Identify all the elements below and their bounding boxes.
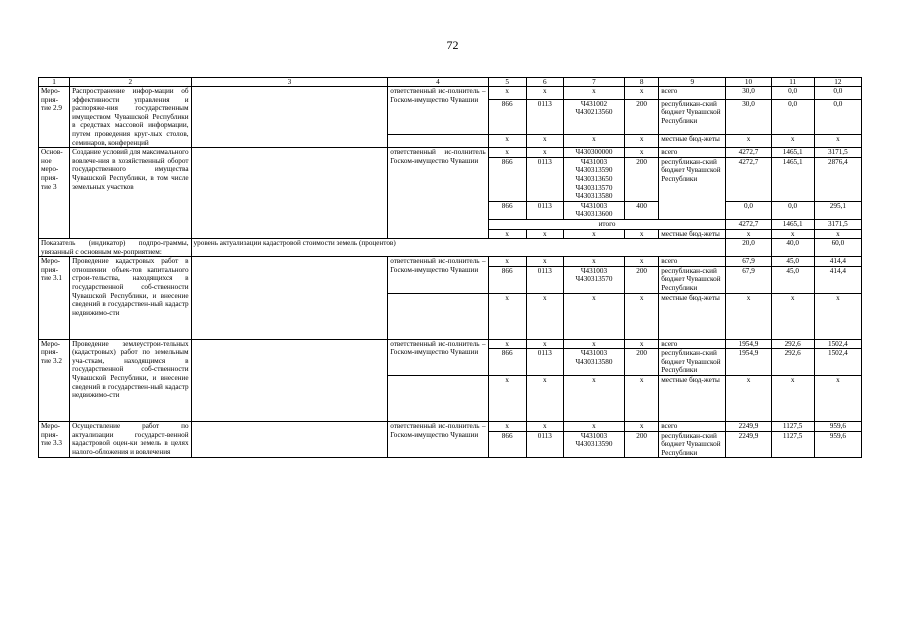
code-cell: x bbox=[526, 148, 563, 158]
value-cell: 40,0 bbox=[771, 239, 814, 257]
code-cell: 400 bbox=[625, 201, 659, 219]
code-cell: x bbox=[563, 376, 624, 422]
empty-cell bbox=[191, 257, 388, 339]
activity-id: Меро-прия-тие 3.1 bbox=[39, 257, 70, 339]
code-cell: x bbox=[625, 87, 659, 100]
value-cell: 45,0 bbox=[771, 266, 814, 293]
code-cell: 0113 bbox=[526, 99, 563, 135]
funding-source: местные бюд-жеты bbox=[659, 229, 726, 239]
executor: ответственный ис-полнитель – Госком-имущество Чувашии bbox=[388, 422, 488, 458]
empty-cell bbox=[191, 148, 388, 239]
activity-name: Осуществление работ по актуализации государст-венной кадастровой оцен-ки земель в целях налого-обложения и вовлечения bbox=[70, 422, 191, 458]
code-cell: x bbox=[488, 376, 526, 422]
code-cell: x bbox=[563, 422, 624, 432]
value-cell: x bbox=[814, 376, 861, 422]
page-number: 72 bbox=[446, 38, 459, 52]
funding-source: всего bbox=[659, 257, 726, 267]
funding-source: республикан-ский бюджет Чувашской Республики bbox=[659, 99, 726, 135]
code-cell: x bbox=[526, 87, 563, 100]
table-row bbox=[39, 148, 862, 158]
code-cell: x bbox=[526, 422, 563, 432]
column-number: 11 bbox=[771, 78, 814, 87]
table-row bbox=[39, 422, 862, 432]
value-cell: x bbox=[771, 376, 814, 422]
table-row bbox=[39, 339, 862, 349]
indicator-label: Показатель (индикатор) подпро-граммы, увязанный с основным ме-роприятием: bbox=[39, 239, 192, 257]
code-cell: 200 bbox=[625, 431, 659, 458]
code-cell: 0113 bbox=[526, 349, 563, 376]
indicator-text: уровень актуализации кадастровой стоимости земель (процентов) bbox=[191, 239, 726, 257]
value-cell: x bbox=[726, 293, 771, 339]
empty-cell bbox=[388, 376, 488, 422]
value-cell: x bbox=[771, 293, 814, 339]
code-cell: 0113 bbox=[526, 201, 563, 219]
value-cell: x bbox=[726, 229, 771, 239]
value-cell: 0,0 bbox=[771, 201, 814, 219]
code-cell: x bbox=[625, 148, 659, 158]
code-cell: x bbox=[488, 339, 526, 349]
code-cell: Ч431003 Ч430313590 Ч430313650 Ч430313570 Ч430313580 bbox=[563, 157, 624, 201]
value-cell: 959,6 bbox=[814, 431, 861, 458]
value-cell: 3171,5 bbox=[814, 219, 861, 229]
code-cell: x bbox=[563, 87, 624, 100]
funding-source: местные бюд-жеты bbox=[659, 376, 726, 422]
code-cell: x bbox=[526, 339, 563, 349]
code-cell: x bbox=[625, 376, 659, 422]
funding-source: местные бюд-жеты bbox=[659, 135, 726, 148]
activity-name: Проведение землеустрои-тельных (кадастровых) работ по земельным уча-сткам, находящимся в государственной соб-ственности Чувашской Республики, и внесение сведений в государствен-ный кадастр недвижимо-сти bbox=[70, 339, 191, 421]
value-cell: x bbox=[726, 376, 771, 422]
column-number: 8 bbox=[625, 78, 659, 87]
value-cell: 45,0 bbox=[771, 257, 814, 267]
value-cell: 414,4 bbox=[814, 266, 861, 293]
executor: ответственный ис-полнитель – Госком-имущество Чувашии bbox=[388, 339, 488, 375]
table-row bbox=[39, 87, 862, 100]
code-cell: x bbox=[488, 135, 526, 148]
activity-id: Меро-прия-тие 2.9 bbox=[39, 87, 70, 148]
value-cell: 0,0 bbox=[771, 87, 814, 100]
value-cell: 60,0 bbox=[814, 239, 861, 257]
code-cell: x bbox=[526, 229, 563, 239]
column-number: 1 bbox=[39, 78, 70, 87]
value-cell: 4272,7 bbox=[726, 157, 771, 201]
code-cell: 866 bbox=[488, 99, 526, 135]
code-cell: x bbox=[526, 376, 563, 422]
value-cell: 1127,5 bbox=[771, 431, 814, 458]
code-cell: Ч431003 Ч430313580 bbox=[563, 349, 624, 376]
code-cell: x bbox=[488, 422, 526, 432]
column-number: 9 bbox=[659, 78, 726, 87]
value-cell: 1502,4 bbox=[814, 349, 861, 376]
empty-cell bbox=[191, 87, 388, 148]
value-cell: 1465,1 bbox=[771, 219, 814, 229]
code-cell: Ч431003 Ч430313570 bbox=[563, 266, 624, 293]
value-cell: 1465,1 bbox=[771, 148, 814, 158]
value-cell: 959,6 bbox=[814, 422, 861, 432]
funding-source: республикан-ский бюджет Чувашской Республики bbox=[659, 349, 726, 376]
column-number: 5 bbox=[488, 78, 526, 87]
value-cell: 292,6 bbox=[771, 339, 814, 349]
empty-cell bbox=[191, 339, 388, 421]
table-row bbox=[39, 257, 862, 267]
itogo-label: итого bbox=[488, 219, 726, 229]
value-cell: x bbox=[814, 135, 861, 148]
value-cell: 295,1 bbox=[814, 201, 861, 219]
funding-source: местные бюд-жеты bbox=[659, 293, 726, 339]
value-cell: 3171,5 bbox=[814, 148, 861, 158]
value-cell: 2876,4 bbox=[814, 157, 861, 201]
code-cell: x bbox=[625, 339, 659, 349]
column-number: 7 bbox=[563, 78, 624, 87]
value-cell: 30,0 bbox=[726, 99, 771, 135]
empty-cell bbox=[388, 293, 488, 339]
code-cell: 200 bbox=[625, 99, 659, 135]
value-cell: 0,0 bbox=[814, 87, 861, 100]
code-cell: x bbox=[526, 257, 563, 267]
value-cell: 2249,9 bbox=[726, 431, 771, 458]
column-number: 12 bbox=[814, 78, 861, 87]
value-cell: 1954,9 bbox=[726, 339, 771, 349]
code-cell: x bbox=[488, 229, 526, 239]
code-cell: Ч430300000 bbox=[563, 148, 624, 158]
code-cell: 200 bbox=[625, 349, 659, 376]
code-cell: x bbox=[625, 257, 659, 267]
value-cell: x bbox=[771, 229, 814, 239]
code-cell: x bbox=[488, 87, 526, 100]
value-cell: 4272,7 bbox=[726, 219, 771, 229]
value-cell: 1502,4 bbox=[814, 339, 861, 349]
code-cell: 866 bbox=[488, 201, 526, 219]
code-cell: x bbox=[488, 293, 526, 339]
code-cell: 0113 bbox=[526, 431, 563, 458]
executor: ответственный ис-полнитель – Госком-имущество Чувашии bbox=[388, 87, 488, 135]
value-cell: 1954,9 bbox=[726, 349, 771, 376]
activity-id: Меро-прия-тие 3.3 bbox=[39, 422, 70, 458]
executor: ответственный ис-полнитель Госком-имущество Чувашии bbox=[388, 148, 488, 239]
funding-source: всего bbox=[659, 422, 726, 432]
funding-source: республикан-ский бюджет Чувашской Республики bbox=[659, 431, 726, 458]
column-number: 3 bbox=[191, 78, 388, 87]
code-cell: 866 bbox=[488, 349, 526, 376]
code-cell: x bbox=[625, 135, 659, 148]
activity-name: Распространение инфор-мации об эффективности управления и распоряже-ния государственным имуществом Чувашской Республики в средствах массовой информации, путем проведения круг-лых столов, семинаров, конференций bbox=[70, 87, 191, 148]
code-cell: 866 bbox=[488, 157, 526, 201]
funding-source: всего bbox=[659, 87, 726, 100]
activity-name: Проведение кадастровых работ в отношении объек-тов капитального строи-тельства, находящихся в государственной соб-ственности Чувашской Республики, и внесение сведений в государствен-ный кадастр недвижимо-сти bbox=[70, 257, 191, 339]
code-cell: x bbox=[625, 422, 659, 432]
funding-source: республикан-ский бюджет Чувашской Республики bbox=[659, 266, 726, 293]
value-cell: 30,0 bbox=[726, 87, 771, 100]
value-cell: 67,9 bbox=[726, 266, 771, 293]
executor: ответственный ис-полнитель – Госком-имущество Чувашии bbox=[388, 257, 488, 293]
code-cell: x bbox=[625, 293, 659, 339]
column-number: 10 bbox=[726, 78, 771, 87]
column-number: 2 bbox=[70, 78, 191, 87]
value-cell: 0,0 bbox=[771, 99, 814, 135]
code-cell: x bbox=[563, 339, 624, 349]
funding-source: всего bbox=[659, 339, 726, 349]
empty-cell bbox=[191, 422, 388, 458]
value-cell: x bbox=[814, 229, 861, 239]
funding-source: всего bbox=[659, 148, 726, 158]
code-cell: x bbox=[526, 293, 563, 339]
code-cell: 200 bbox=[625, 266, 659, 293]
value-cell: 1465,1 bbox=[771, 157, 814, 201]
code-cell: 0113 bbox=[526, 157, 563, 201]
activity-name: Создание условий для максимального вовлече-ния в хозяйственный оборот государственного имущества Чувашской Республики, в том числе земельных участков bbox=[70, 148, 191, 239]
value-cell: 0,0 bbox=[814, 99, 861, 135]
code-cell: x bbox=[563, 257, 624, 267]
code-cell: Ч431003 Ч430313590 bbox=[563, 431, 624, 458]
code-cell: 0113 bbox=[526, 266, 563, 293]
code-cell: 866 bbox=[488, 431, 526, 458]
column-number: 6 bbox=[526, 78, 563, 87]
code-cell: 866 bbox=[488, 266, 526, 293]
value-cell: 292,6 bbox=[771, 349, 814, 376]
code-cell: x bbox=[526, 135, 563, 148]
empty-cell bbox=[388, 135, 488, 148]
code-cell: x bbox=[563, 229, 624, 239]
code-cell: Ч431003 Ч430313600 bbox=[563, 201, 624, 219]
code-cell: x bbox=[563, 293, 624, 339]
funding-source: республикан-ский бюджет Чувашской Республики bbox=[659, 157, 726, 219]
code-cell: x bbox=[488, 257, 526, 267]
program-table bbox=[38, 77, 862, 458]
value-cell: x bbox=[726, 135, 771, 148]
value-cell: 1127,5 bbox=[771, 422, 814, 432]
code-cell: x bbox=[563, 135, 624, 148]
activity-id: Основ-ное меро-прия-тие 3 bbox=[39, 148, 70, 239]
value-cell: 2249,9 bbox=[726, 422, 771, 432]
activity-id: Меро-прия-тие 3.2 bbox=[39, 339, 70, 421]
value-cell: 0,0 bbox=[726, 201, 771, 219]
indicator-row bbox=[39, 239, 862, 257]
code-cell: x bbox=[488, 148, 526, 158]
column-number: 4 bbox=[388, 78, 488, 87]
value-cell: 67,9 bbox=[726, 257, 771, 267]
value-cell: 20,0 bbox=[726, 239, 771, 257]
code-cell: 200 bbox=[625, 157, 659, 201]
value-cell: 414,4 bbox=[814, 257, 861, 267]
value-cell: x bbox=[771, 135, 814, 148]
column-number-row bbox=[39, 78, 862, 87]
code-cell: x bbox=[625, 229, 659, 239]
value-cell: x bbox=[814, 293, 861, 339]
value-cell: 4272,7 bbox=[726, 148, 771, 158]
code-cell: Ч431002 Ч430213560 bbox=[563, 99, 624, 135]
